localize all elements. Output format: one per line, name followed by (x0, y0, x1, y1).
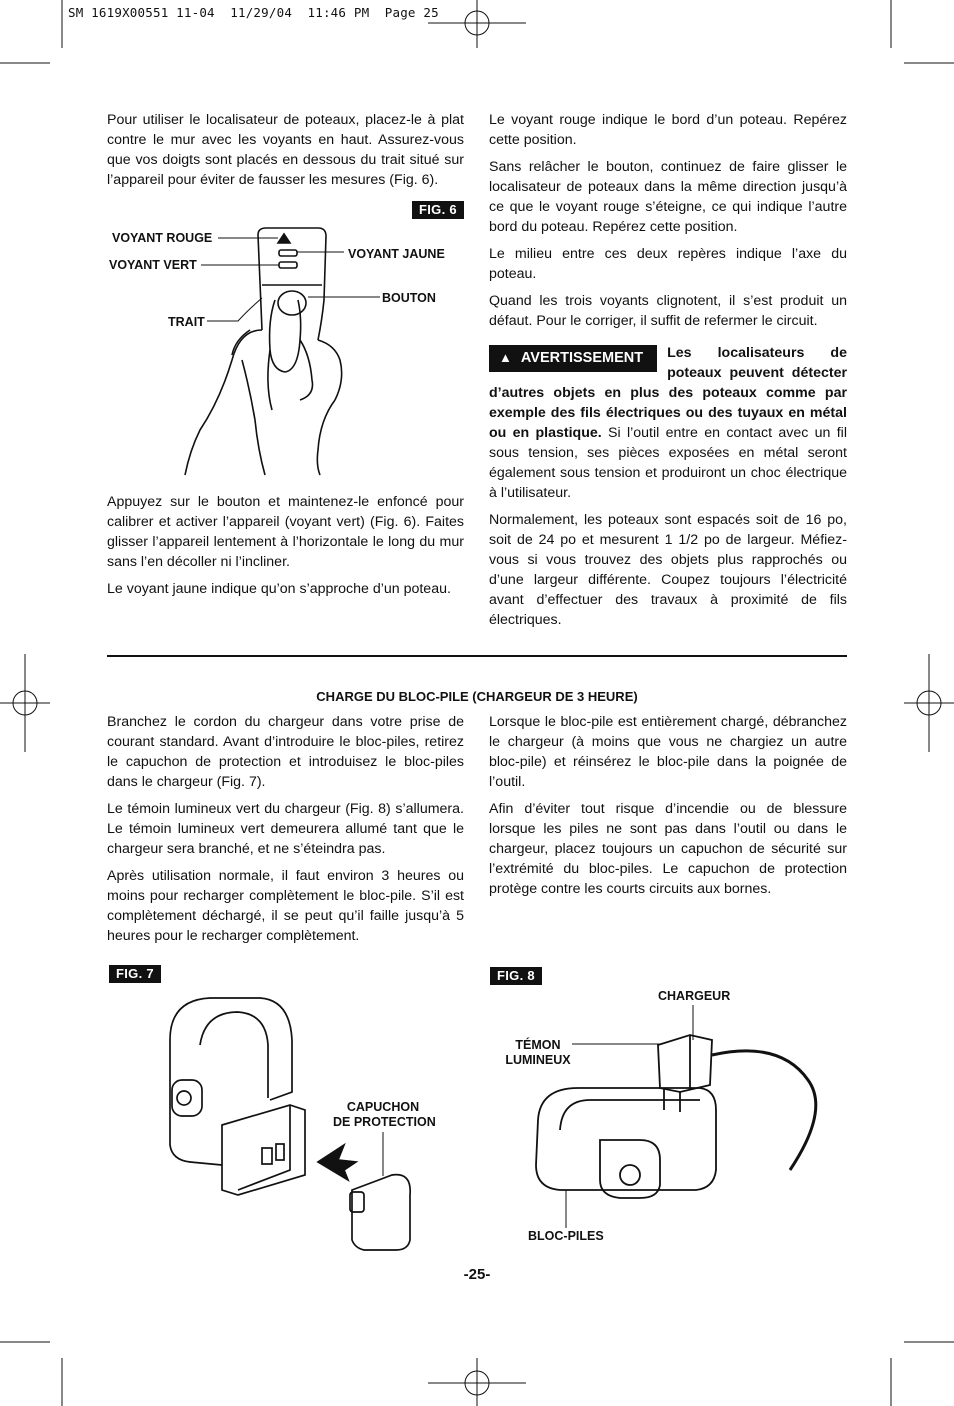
voyant-rouge-label: VOYANT ROUGE (112, 231, 213, 245)
page-number: -25- (463, 1266, 491, 1283)
paragraph: Sans relâcher le bouton, continuez de faire glisser le localisateur de poteaux dans la même direction jusqu’à ce que le voyant rouge s’éteigne, ce qui indique l’autre bord du poteau. Repérez cette position. (489, 159, 847, 235)
bouton-label: BOUTON (382, 291, 436, 305)
top-left-column-lower (107, 492, 464, 606)
paragraph: Lorsque le bloc-pile est entièrement chargé, débranchez le chargeur (à moins que vous ne chargiez un autre bloc-pile) et réinsérez le bloc-pile dans la poignée de l’outil. (489, 714, 847, 790)
capuchon-label (333, 1100, 436, 1130)
paragraph: Branchez le cordon du chargeur dans votre prise de courant standard. Avant d’introduire le bloc-piles, retirez le capuchon de protection et introduisez le bloc-piles dans le chargeur (Fig. 7). (107, 714, 464, 790)
warning-text: Si l’outil entre en contact avec un fil sous tension, ses pièces exposées en métal seront également sous tension et produiront un choc électrique à l’utilisateur. (489, 425, 847, 501)
paragraph: Quand les trois voyants clignotent, il s’est produit un défaut. Pour le corriger, il suffit de refermer le circuit. (489, 293, 847, 329)
temoin-line2: LUMINEUX (505, 1053, 571, 1067)
section-divider (107, 655, 847, 657)
bloc-piles-label: BLOC-PILES (528, 1229, 604, 1243)
temoin-line1: TÉMON (515, 1038, 561, 1052)
bottom-right-column (489, 712, 847, 906)
paragraph: Normalement, les poteaux sont espacés soit de 16 po, soit de 24 po et mesurent 1 1/2 po de largeur. Méfiez-vous si vous trouvez des objets plus rapprochés ou d’une largeur différente. Coupez toujours l’électricité avant d’effectuer des travaux à proximité de fils électriques. (489, 512, 847, 628)
warning-triangle-icon: ▲ (499, 350, 512, 365)
capuchon-line2: DE PROTECTION (333, 1115, 436, 1129)
fig8-tag: FIG. 8 (490, 967, 542, 985)
paragraph: Le voyant jaune indique qu’on s’approche d’un poteau. (107, 581, 451, 597)
fig6-tag: FIG. 6 (412, 201, 464, 219)
voyant-vert-label: VOYANT VERT (109, 258, 197, 272)
voyant-jaune-label: VOYANT JAUNE (348, 247, 445, 261)
print-slug-header: SM 1619X00551 11-04 11/29/04 11:46 PM Page 25 (68, 5, 439, 20)
section-heading: CHARGE DU BLOC-PILE (CHARGEUR DE 3 HEURE) (316, 689, 638, 704)
paragraph: Appuyez sur le bouton et maintenez-le enfoncé pour calibrer et activer l’appareil (voyant vert) (Fig. 6). Faites glisser l’appareil lentement à l’horizontale le long du mur sans l’en décoller ni l’incliner. (107, 494, 464, 570)
paragraph: Le voyant rouge indique le bord d’un poteau. Repérez cette position. (489, 112, 847, 148)
paragraph: Pour utiliser le localisateur de poteaux, placez-le à plat contre le mur avec les voyants en haut. Assurez-vous que vos doigts sont placés en dessous du trait situé sur l’appareil pour éviter de fausser les mesures (Fig. 6). (107, 112, 464, 188)
paragraph: Le milieu entre ces deux repères indique l’axe du poteau. (489, 246, 847, 282)
warning-bold-text: Les localisateurs de poteaux peuvent détecter d’autres objets en plus des poteaux comme par exemple des fils électriques ou des tuyaux en métal ou en plastique. (489, 345, 847, 441)
temoin-label (504, 1038, 572, 1068)
capuchon-line1: CAPUCHON (346, 1100, 420, 1114)
warning-paragraph (489, 343, 847, 503)
top-left-column (107, 110, 464, 197)
paragraph: Afin d’éviter tout risque d’incendie ou de blessure lorsque les piles ne sont pas dans l’outil ou dans le chargeur, placez toujours un capuchon de sécurité sur l’extrémité du bloc-piles. Le capuchon de protection protège contre les courts circuits aux bornes. (489, 801, 847, 897)
warning-label: AVERTISSEMENT (520, 350, 644, 366)
bottom-left-column (107, 712, 464, 953)
chargeur-label: CHARGEUR (658, 989, 731, 1003)
top-right-column (489, 110, 847, 637)
paragraph: Le témoin lumineux vert du chargeur (Fig. 8) s’allumera. Le témoin lumineux vert demeurera allumé tant que le chargeur sera branché, et ne s’éteindra pas. (107, 801, 464, 857)
trait-label: TRAIT (168, 315, 205, 329)
fig7-tag: FIG. 7 (109, 965, 161, 983)
paragraph: Après utilisation normale, il faut environ 3 heures ou moins pour recharger complètement le bloc-pile. S’il est complètement déchargé, il se peut qu’il faille jusqu’à 5 heures pour le recharger complètement. (107, 868, 464, 944)
fig8-leaders (566, 1005, 693, 1228)
warning-badge (489, 345, 657, 372)
charger-battery-illustration (536, 1035, 816, 1198)
